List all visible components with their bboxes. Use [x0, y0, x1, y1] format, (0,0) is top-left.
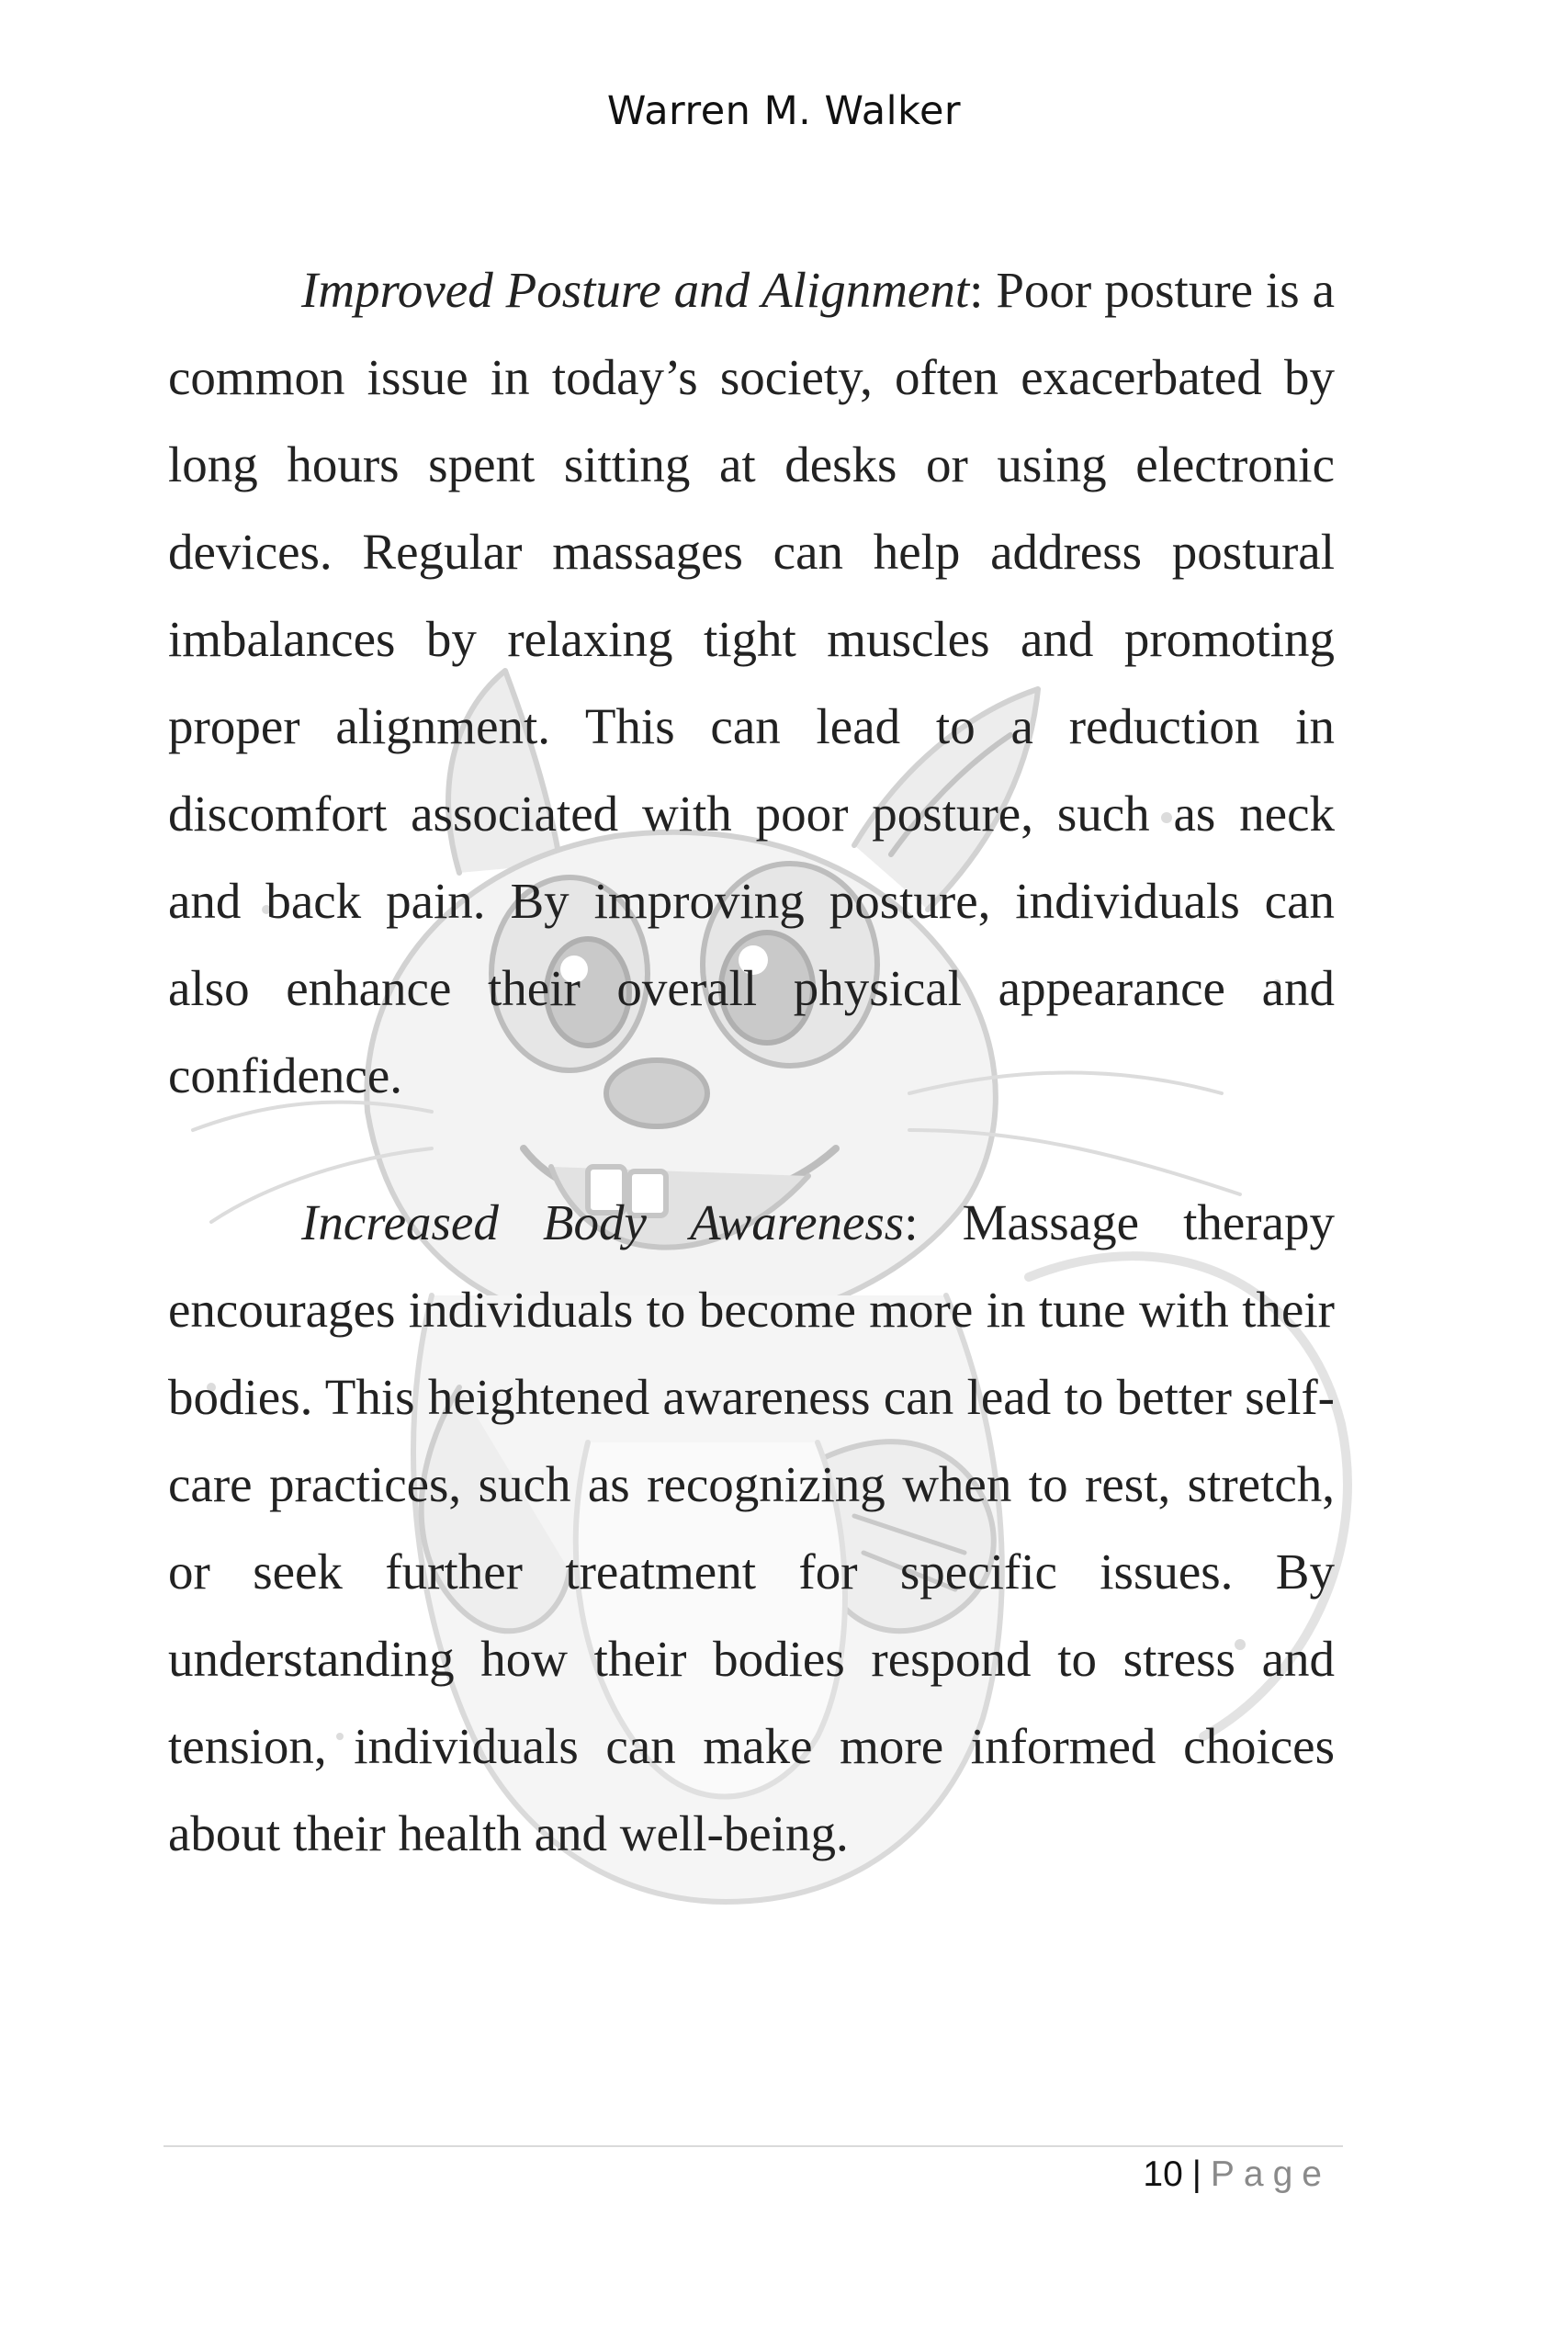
page-label: Page [1210, 2154, 1331, 2194]
lead-separator: : [969, 262, 984, 318]
lead-separator: : [904, 1194, 919, 1250]
paragraph-body-awareness [168, 1179, 1335, 1877]
paragraph-text: Poor posture is a common issue in today’s society, often exacerbated by long hours spent sitting at desks or using electronic devices. Regular massages can help address postural imbalances by relaxing tight muscles and promoting proper alignment. This can lead to a reduction in discomfort associated with poor posture, such as neck and back pain. By improving posture, individuals can also enhance their overall physical appearance and confidence. [168, 262, 1335, 1103]
page-footer [1143, 2154, 1331, 2195]
paragraph-text: Massage therapy encourages individuals to become more in tune with their bodies. This heightened awareness can lead to better self-care practices, such as recognizing when to rest, stretch, or seek further treatment for specific issues. By understanding how their bodies respond to stress and tension, individuals can make more informed choices about their health and well-being. [168, 1194, 1335, 1861]
page-number: 10 [1143, 2154, 1183, 2194]
lead-term: Improved Posture and Alignment [301, 262, 970, 318]
page-separator: | [1191, 2154, 1201, 2194]
footer-divider [164, 2145, 1343, 2147]
running-header-author: Warren M. Walker [606, 88, 962, 134]
lead-term: Increased Body Awareness [301, 1194, 905, 1250]
paragraph-improved-posture [168, 246, 1335, 1119]
